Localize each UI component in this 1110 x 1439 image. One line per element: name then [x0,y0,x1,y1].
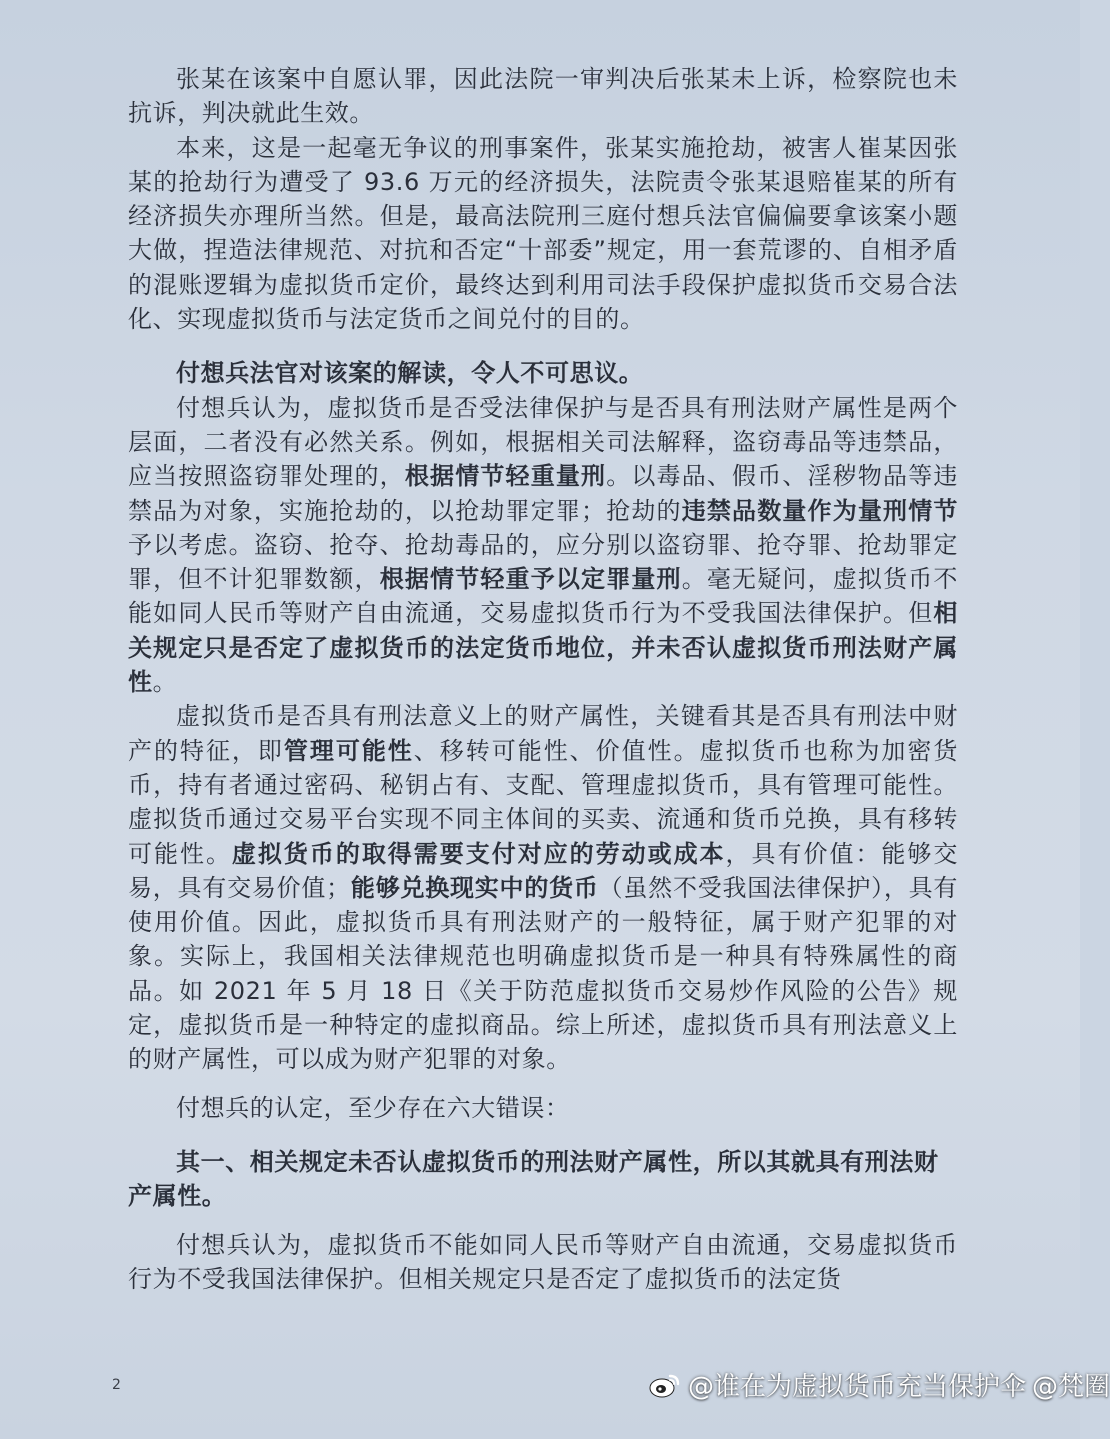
p3-text-i: 。 [152,668,178,697]
watermark-text: @谁在为虚拟货币充当保护伞 [688,1372,1027,1402]
section-heading-1: 付想兵法官对该案的解读，令人不可思议。 [176,359,644,388]
p3-bold-h: 相关规定只是否定了虚拟货币的法定货币地位，并未否认虚拟货币刑法财产属性 [128,599,958,697]
p3-text-c: 。以毒品、假币、淫秽物品等违禁品为对象，实施抢劫的，以抢劫罪定罪；抢劫的 [128,462,958,525]
p4-text-a: 虚拟货币是否具有刑法意义上的财产属性，关键看其是否具有刑法中财产的特征，即 [128,702,958,765]
weibo-watermark [648,1366,1110,1403]
paragraph-1: 张某在该案中自愿认罪，因此法院一审判决后张某未上诉，检察院也未抗诉，判决就此生效。 [128,65,958,128]
document-body [128,62,958,1296]
p4-text-e: ，具有价值：能够交易，具有交易价值； [128,839,958,902]
p4-text-g: （虽然不受我国法律保护），具有使用价值。因此，虚拟货币具有刑法财产的一般特征，属于财产犯罪的对象。实际上，我国相关法律规范也明确虚拟货币是一种具有特殊属性的商品。如 2021 年 5 月 18 日《关于防范虚拟货币交易炒作风险的公告》规定，虚拟货币是一种特定的虚拟商品。综上所述，虚拟货币具有刑法意义上的财产属性，可以成为财产犯罪的对象。 [128,873,959,1074]
p3-bold-b: 根据情节轻重量刑 [404,462,607,491]
p4-bold-d: 虚拟货币的取得需要支付对应的劳动或成本 [231,839,726,868]
section-heading-2: 其一、相关规定未否认虚拟货币的刑法财产属性，所以其就具有刑法财产属性。 [128,1147,939,1211]
paragraph-3 [128,391,958,700]
paragraph-5: 付想兵的认定，至少存在六大错误： [176,1093,570,1122]
watermark-text-2: @梵圈 [1032,1372,1110,1402]
p4-bold-b: 管理可能性 [283,736,414,765]
p3-text-a: 付想兵认为，虚拟货币是否受法律保护与是否具有刑法财产属性是两个层面，二者没有必然关系。例如，根据相关司法解释，盗窃毒品等违禁品，应当按照盗窃罪处理的， [128,393,958,491]
paragraph-2: 本来，这是一起毫无争议的刑事案件，张某实施抢劫，被害人崔某因张某的抢劫行为遭受了 93.6 万元的经济损失，法院责令张某退赔崔某的所有经济损失亦理所当然。但是，最高法院刑三庭付想兵法官偏偏要拿该案小题大做，捏造法律规范、对抗和否定“十部委”规定，用一套荒谬的、自相矛盾的混账逻辑为虚拟货币定价，最终达到利用司法手段保护虚拟货币交易合法化、实现虚拟货币与法定货币之间兑付的目的。 [128,133,958,334]
p3-text-e: 予以考虑。盗窃、抢夺、抢劫毒品的，应分别以盗窃罪、抢夺罪、抢劫罪定罪，但不计犯罪数额， [128,530,958,594]
weibo-icon [648,1370,682,1400]
p3-bold-f: 根据情节轻重予以定罪量刑 [379,565,682,594]
p3-text-g: 。毫无疑问，虚拟货币不能如同人民币等财产自由流通，交易虚拟货币行为不受我国法律保护。但 [128,565,959,628]
page-number: 2 [112,1377,121,1393]
p4-text-c: 、移转可能性、价值性。虚拟货币也称为加密货币，持有者通过密码、秘钥占有、支配、管理虚拟货币，具有管理可能性。虚拟货币通过交易平台实现不同主体间的买卖、流通和货币兑换，具有移转可能性。 [128,736,958,868]
p4-bold-f: 能够兑换现实中的货币 [350,873,599,902]
paragraph-4 [128,699,958,1076]
paragraph-6: 付想兵认为，虚拟货币不能如同人民币等财产自由流通，交易虚拟货币行为不受我国法律保护。但相关规定只是否定了虚拟货币的法定货 [128,1230,958,1293]
p3-bold-d: 违禁品数量作为量刑情节 [681,496,958,525]
